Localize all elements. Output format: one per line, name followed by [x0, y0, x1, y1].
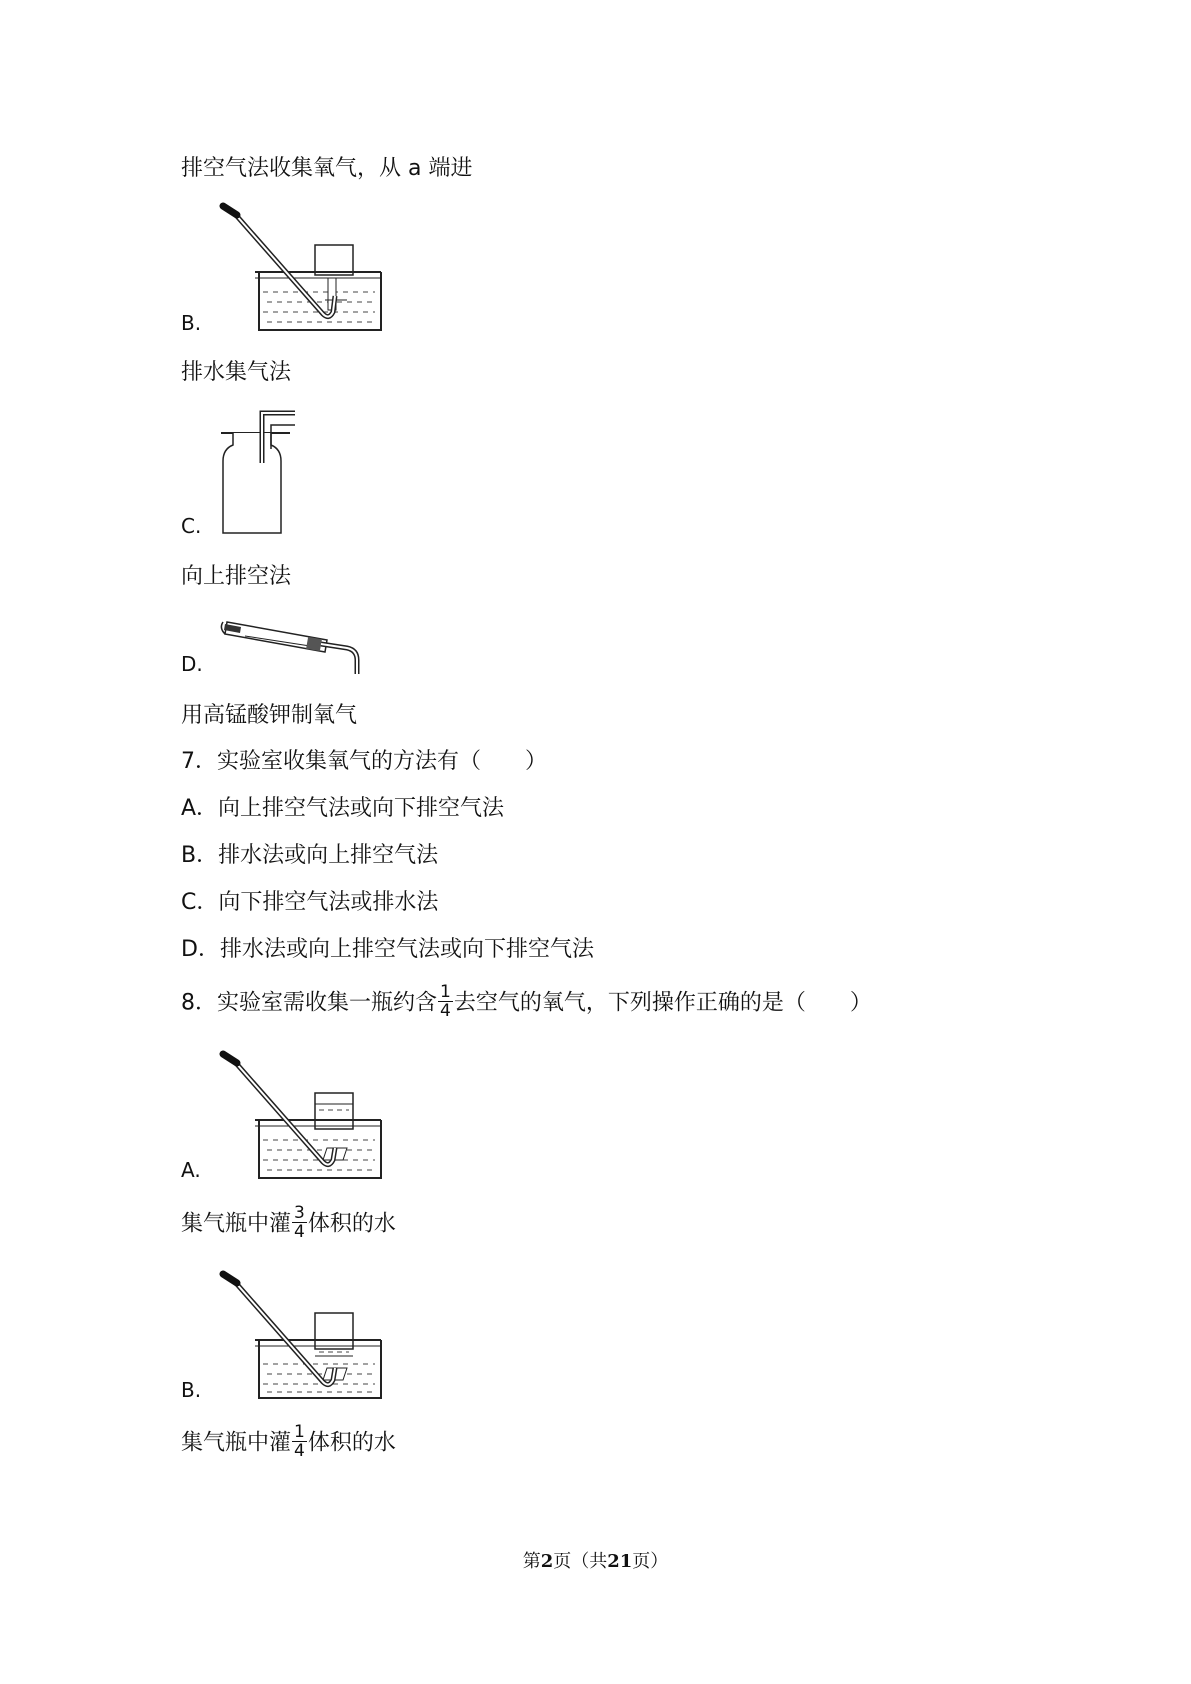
footer-total-pages: 21: [607, 1551, 633, 1572]
q8-b-caption-after: 体积的水: [307, 1430, 396, 1456]
test-tube-diagram: [215, 610, 375, 675]
q8-a-caption-after: 体积的水: [307, 1211, 396, 1237]
water-collection-diagram-three-quarter: [215, 1048, 390, 1183]
q8-stem-frac-num: 1: [440, 982, 451, 1002]
q8-a-frac-den: 4: [294, 1222, 305, 1242]
q8-stem-fraction: [438, 983, 453, 1020]
q7-option-c: C．向下排空气法或排水法: [181, 890, 439, 915]
q8-b-caption-before: 集气瓶中灌: [181, 1430, 292, 1456]
q8-b-fraction: [292, 1423, 307, 1460]
q6-option-b-label: B.: [181, 311, 202, 335]
q8-a-caption-before: 集气瓶中灌: [181, 1211, 292, 1237]
q7-option-b: B．排水法或向上排空气法: [181, 843, 439, 868]
q8-stem-after: 去空气的氧气，下列操作正确的是（ ）: [453, 990, 872, 1016]
q7-option-a: A．向上排空气法或向下排空气法: [181, 796, 505, 821]
footer-suffix: 页）: [632, 1551, 669, 1572]
q8-option-b-label: B.: [181, 1378, 202, 1402]
gas-jar-diagram: [215, 405, 315, 535]
q8-a-frac-num: 3: [294, 1203, 305, 1223]
q8-b-frac-den: 4: [294, 1441, 305, 1461]
q8-option-a-label: A.: [181, 1158, 201, 1182]
q7-stem: 7．实验室收集氧气的方法有（ ）: [181, 749, 547, 774]
q8-option-b-caption: [181, 1422, 396, 1462]
q8-stem-frac-den: 4: [440, 1001, 451, 1021]
footer-prefix: 第: [522, 1551, 541, 1572]
q8-option-a-caption: [181, 1203, 396, 1243]
footer-page-number: 2: [540, 1551, 554, 1572]
q6-option-a-caption: 排空气法收集氧气，从 a 端进: [181, 156, 473, 181]
q6-option-c-label: C.: [181, 514, 202, 538]
page-footer: [0, 1547, 1191, 1573]
q8-b-frac-num: 1: [294, 1422, 305, 1442]
q6-option-d-caption: 用高锰酸钾制氧气: [181, 703, 358, 728]
q8-stem-before: 8．实验室需收集一瓶约含: [181, 990, 437, 1016]
q8-stem: [181, 982, 872, 1022]
q6-option-d-label: D.: [181, 652, 203, 676]
q6-option-c-caption: 向上排空法: [181, 564, 292, 589]
q7-option-d: D．排水法或向上排空气法或向下排空气法: [181, 937, 594, 962]
q8-a-fraction: [292, 1204, 307, 1241]
water-collection-diagram: [215, 200, 390, 335]
q6-option-b-caption: 排水集气法: [181, 360, 292, 385]
water-collection-diagram-one-quarter: [215, 1268, 390, 1403]
footer-middle: 页（共: [553, 1551, 608, 1572]
